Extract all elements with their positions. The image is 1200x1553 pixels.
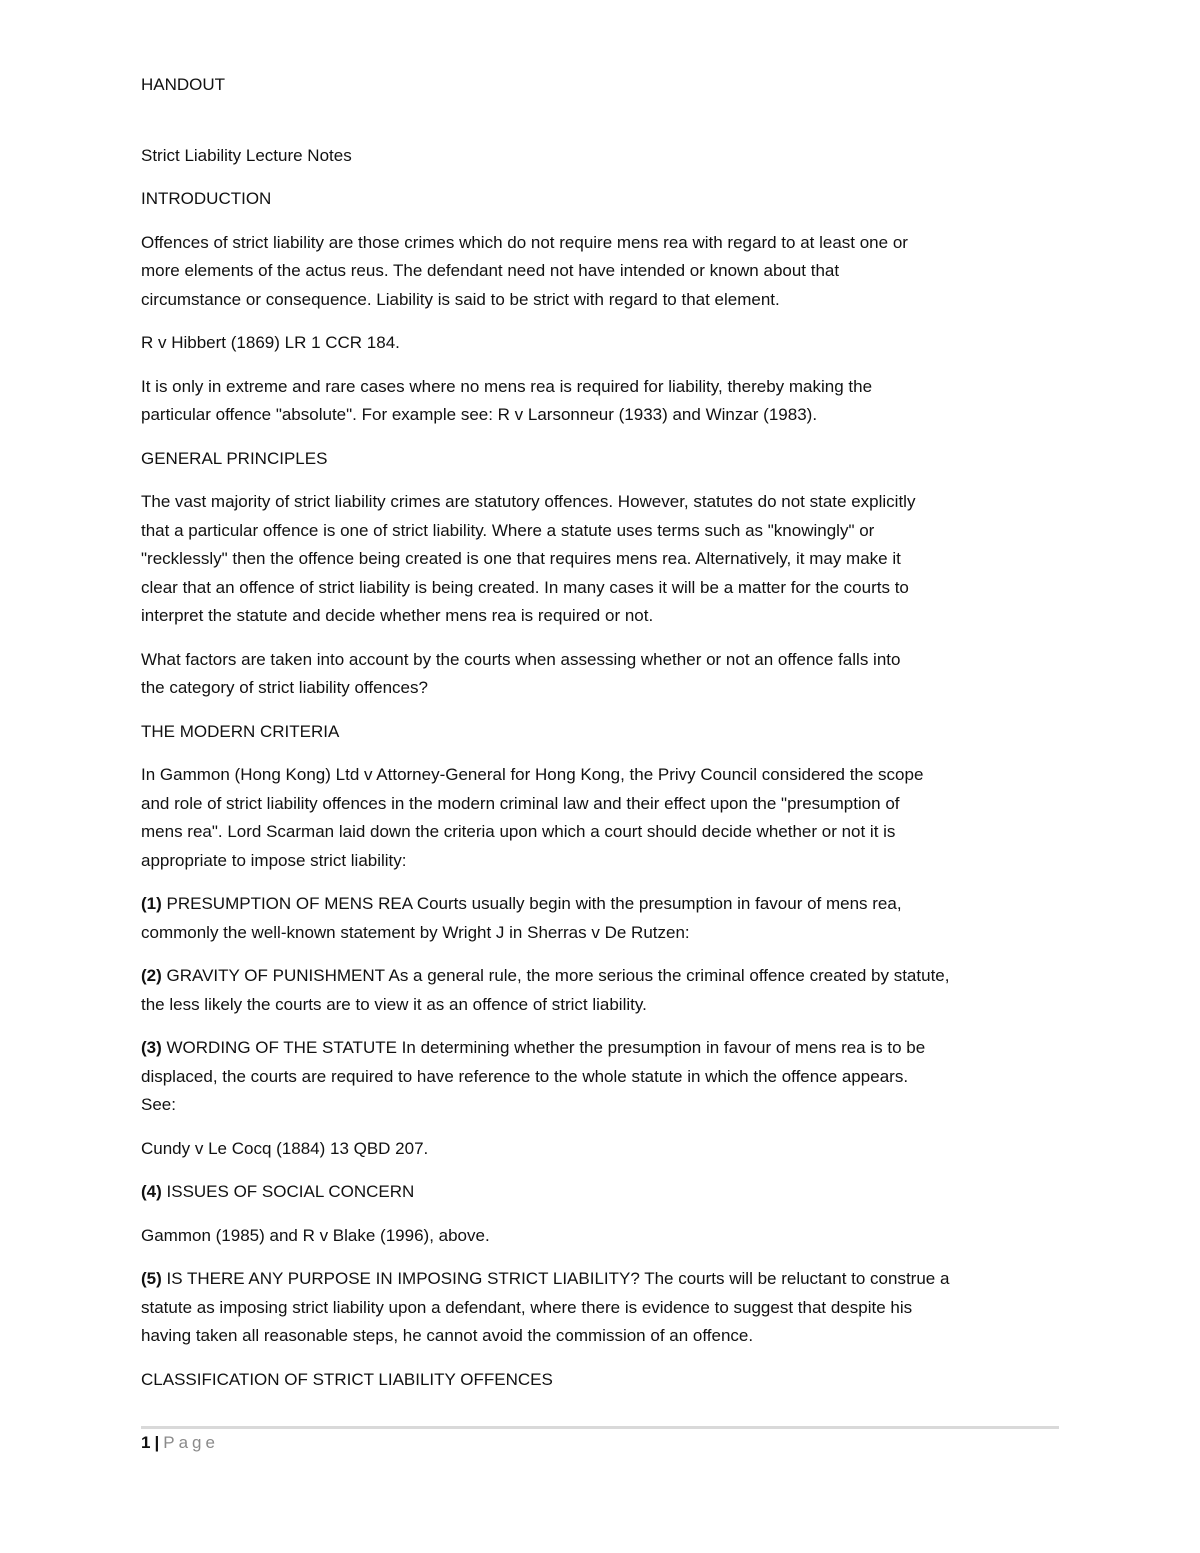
paragraph	[141, 1178, 1071, 1207]
text-line: commonly the well-known statement by Wright J in Sherras v De Rutzen:	[141, 922, 690, 942]
line-text: PRESUMPTION OF MENS REA Courts usually begin with the presumption in favour of mens rea,	[161, 894, 902, 913]
footer-divider	[141, 1426, 1059, 1429]
criterion-number: (2)	[141, 966, 162, 985]
text-line: The vast majority of strict liability crimes are statutory offences. However, statutes do not state explicitly	[141, 492, 916, 511]
paragraph	[141, 1034, 1071, 1120]
page-number: 1	[141, 1433, 151, 1452]
text-line: more elements of the actus reus. The defendant need not have intended or known about that	[141, 261, 840, 280]
text-line: appropriate to impose strict liability:	[141, 850, 407, 870]
text-line	[141, 1178, 1071, 1207]
text-line: mens rea". Lord Scarman laid down the criteria upon which a court should decide whether or not it is	[141, 822, 896, 841]
text-line: INTRODUCTION	[141, 189, 272, 208]
criterion-number: (3)	[141, 1038, 162, 1057]
text-line: circumstance or consequence. Liability is said to be strict with regard to that element.	[141, 289, 780, 309]
document-body	[141, 71, 1071, 1409]
paragraph	[141, 373, 1071, 430]
text-line: the less likely the courts are to view it as an offence of strict liability.	[141, 994, 647, 1014]
text-line: CLASSIFICATION OF STRICT LIABILITY OFFENCES	[141, 1369, 553, 1389]
paragraph	[141, 761, 1071, 875]
paragraph	[141, 890, 1071, 947]
paragraph	[141, 445, 1071, 474]
text-line: and role of strict liability offences in the modern criminal law and their effect upon the "presumption of	[141, 793, 900, 813]
text-line	[141, 1265, 1071, 1294]
paragraph	[141, 1366, 1071, 1395]
criterion-number: (1)	[141, 894, 162, 913]
text-line: particular offence "absolute". For example see: R v Larsonneur (1933) and Winzar (1983).	[141, 405, 818, 424]
line-text: WORDING OF THE STATUTE In determining whether the presumption in favour of mens rea is to be	[161, 1038, 926, 1057]
text-line: It is only in extreme and rare cases where no mens rea is required for liability, thereby making the	[141, 376, 873, 396]
text-line: displaced, the courts are required to have reference to the whole statute in which the offence appears.	[141, 1066, 909, 1086]
text-line: having taken all reasonable steps, he cannot avoid the commission of an offence.	[141, 1326, 754, 1345]
paragraph	[141, 962, 1071, 1019]
page-footer	[141, 1433, 219, 1453]
line-text: GRAVITY OF PUNISHMENT As a general rule, the more serious the criminal offence created by statute,	[161, 966, 950, 985]
document-header	[141, 71, 1071, 100]
title-text: Strict Liability Lecture Notes	[141, 145, 352, 165]
paragraph	[141, 185, 1071, 214]
text-line: GENERAL PRINCIPLES	[141, 448, 328, 468]
paragraph	[141, 646, 1071, 703]
paragraph	[141, 329, 1071, 358]
text-line: What factors are taken into account by the courts when assessing whether or not an offence falls into	[141, 649, 901, 669]
text-line: the category of strict liability offences?	[141, 678, 428, 697]
text-line: Gammon (1985) and R v Blake (1996), above.	[141, 1225, 490, 1245]
text-line	[141, 1034, 1071, 1063]
text-line: that a particular offence is one of strict liability. Where a statute uses terms such as "knowingly" or	[141, 520, 875, 540]
paragraph	[141, 1222, 1071, 1251]
footer-separator: |	[154, 1433, 160, 1452]
paragraphs	[141, 185, 1071, 1394]
paragraph	[141, 488, 1071, 631]
text-line	[141, 890, 1071, 919]
criterion-number: (5)	[141, 1269, 162, 1288]
text-line: interpret the statute and decide whether mens rea is required or not.	[141, 606, 654, 625]
paragraph	[141, 229, 1071, 315]
line-text: ISSUES OF SOCIAL CONCERN	[161, 1182, 415, 1201]
text-line: clear that an offence of strict liability is being created. In many cases it will be a matter for the courts to	[141, 577, 909, 597]
text-line: R v Hibbert (1869) LR 1 CCR 184.	[141, 333, 400, 352]
paragraph	[141, 718, 1071, 747]
criterion-number: (4)	[141, 1182, 162, 1201]
text-line: Cundy v Le Cocq (1884) 13 QBD 207.	[141, 1138, 429, 1158]
paragraph	[141, 1265, 1071, 1351]
page-label: Page	[163, 1433, 219, 1452]
text-line: "recklessly" then the offence being created is one that requires mens rea. Alternatively, it may make it	[141, 549, 901, 568]
text-line: statute as imposing strict liability upon a defendant, where there is evidence to suggest that despite his	[141, 1297, 913, 1317]
line-text: IS THERE ANY PURPOSE IN IMPOSING STRICT LIABILITY? The courts will be reluctant to construe a	[161, 1269, 950, 1288]
document-title	[141, 142, 1071, 171]
text-line: See:	[141, 1095, 176, 1114]
text-line	[141, 962, 1071, 991]
text-line: THE MODERN CRITERIA	[141, 721, 340, 741]
text-line: Offences of strict liability are those crimes which do not require mens rea with regard to at least one or	[141, 232, 908, 252]
text-line: In Gammon (Hong Kong) Ltd v Attorney-General for Hong Kong, the Privy Council considered the scope	[141, 765, 924, 784]
paragraph	[141, 1135, 1071, 1164]
header-text: HANDOUT	[141, 75, 226, 94]
